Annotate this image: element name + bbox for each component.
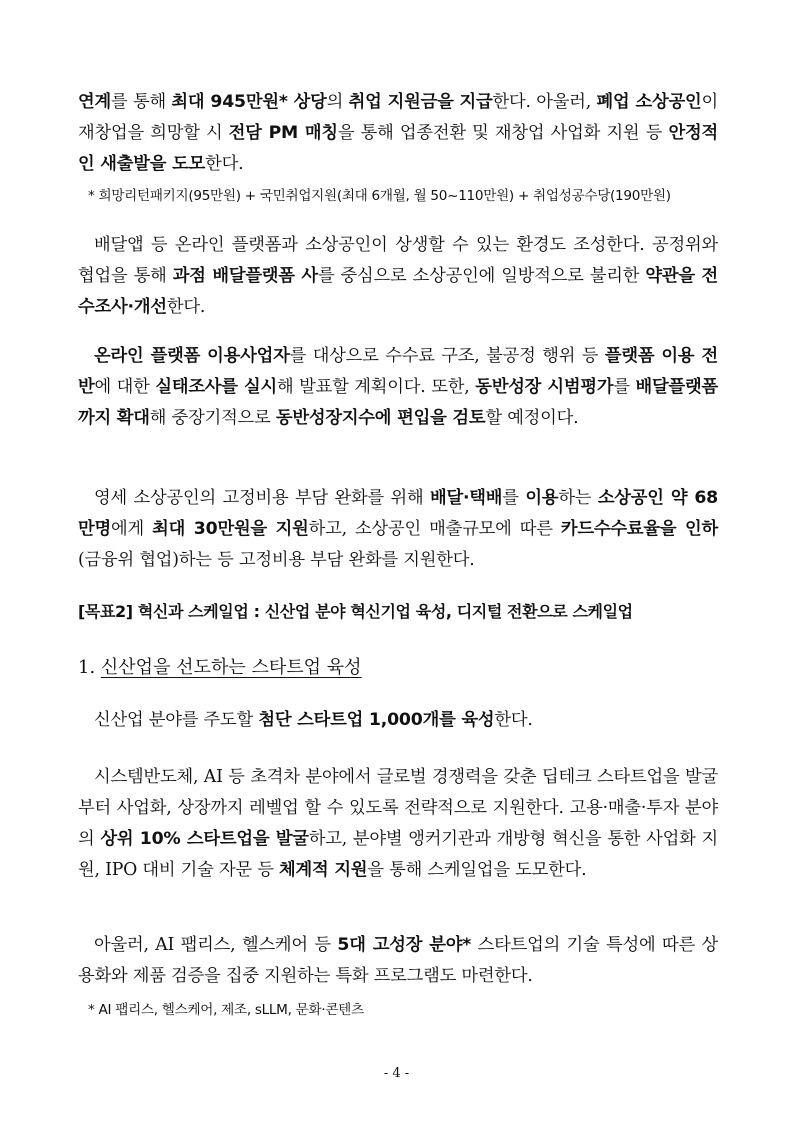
paragraph-platform-terms xyxy=(78,230,718,323)
text: 한다. xyxy=(166,297,206,317)
paragraph-startup-goal xyxy=(78,705,718,736)
text: 한다. xyxy=(205,154,244,174)
page-number: - 4 - xyxy=(383,1066,410,1081)
section-number: 1. xyxy=(78,657,101,678)
text: 의 xyxy=(326,92,349,112)
bold-text: 배달플랫폼까지 확대 xyxy=(78,377,718,428)
bold-text: 배달·택배 xyxy=(429,488,503,508)
bold-text: 약관을 전수조사·개선 xyxy=(78,266,719,317)
bold-text: 카드수수료율을 인하 xyxy=(560,519,719,539)
section-heading xyxy=(78,655,718,681)
text: 한다. xyxy=(494,710,533,730)
bold-text: 플랫폼 이용 전반 xyxy=(78,346,718,397)
paragraph-platform-survey xyxy=(78,341,718,434)
bold-text: 체계적 지원 xyxy=(279,860,368,880)
text: 를 통해 xyxy=(111,92,172,112)
text: 를 xyxy=(613,377,636,397)
bold-text: 동반성장지수에 편입을 검토 xyxy=(275,408,486,428)
bold-text: 안정적인 새출발을 도모 xyxy=(78,123,718,174)
paragraph-employment-support xyxy=(78,87,718,180)
bold-text: 실태조사를 실시 xyxy=(155,377,277,397)
text: 하고, 분야별 앵커기관과 개방형 혁신을 통한 사업화 지원, IPO 대비 기술 자문 등 xyxy=(78,829,718,880)
paragraph-fixed-cost-relief xyxy=(78,483,718,576)
bold-text: 동반성장 시범평가 xyxy=(475,377,614,397)
text: 를 xyxy=(502,488,526,508)
bold-text: 취업 지원금을 지급 xyxy=(348,92,493,112)
footnote-support-amount: * 희망리턴패키지(95만원) + 국민취업지원(최대 6개월, 월 50~110만원) + 취업성공수당(190만원) xyxy=(88,188,671,204)
text: 할 예정이다. xyxy=(485,408,579,428)
bold-text: 최대 945만원* 상당 xyxy=(171,92,327,112)
bold-text: 연계 xyxy=(78,92,111,112)
bold-text: 5대 고성장 분야* xyxy=(337,935,472,955)
goal-heading: [목표2] 혁신과 스케일업 : 신산업 분야 혁신기업 육성, 디지털 전환으로 스케일업 xyxy=(78,602,633,621)
bold-text: 소상공인 약 68만명 xyxy=(78,488,718,539)
bold-text: 최대 30만원을 지원 xyxy=(152,519,309,539)
bold-text: 온라인 플랫폼 이용사업자 xyxy=(94,346,290,366)
footnote-growth-fields: * AI 팹리스, 헬스케어, 제조, sLLM, 문화·콘텐츠 xyxy=(88,1002,364,1018)
text: 이 재창업을 희망할 시 xyxy=(78,92,718,143)
bold-text: 이용 xyxy=(525,488,559,508)
text: 를 중심으로 소상공인에 일방적으로 불리한 xyxy=(317,266,646,286)
text: 한다. 아울러, xyxy=(492,92,597,112)
text: 을 통해 스케일업을 도모한다. xyxy=(367,860,587,880)
text: 아울러, AI 팹리스, 헬스케어 등 xyxy=(94,935,338,955)
section-title: 신산업을 선도하는 스타트업 육성 xyxy=(100,657,362,678)
text: 하는 xyxy=(558,488,598,508)
bold-text: 전담 PM 매칭 xyxy=(228,123,338,143)
text: 해 중장기적으로 xyxy=(149,408,276,428)
paragraph-high-growth-fields xyxy=(78,930,718,992)
bold-text: 폐업 소상공인 xyxy=(596,92,702,112)
bold-text: 과점 배달플랫폼 사 xyxy=(172,266,318,286)
bold-text: 상위 10% 스타트업을 발굴 xyxy=(100,829,309,849)
text: 스타트업의 기술 특성에 따른 상용화와 제품 검증을 집중 지원하는 특화 프로그램도 마련한다. xyxy=(78,935,719,986)
text: 시스템반도체, AI 등 초격차 분야에서 글로벌 경쟁력을 갖춘 딥테크 스타트업을 발굴부터 사업화, 상장까지 레벨업 할 수 있도록 전략적으로 지원한다. 고용·매출·투자 분야의 xyxy=(78,767,718,849)
text: 를 대상으로 수수료 구조, 불공정 행위 등 xyxy=(289,346,605,366)
text: 영세 소상공인의 고정비용 부담 완화를 위해 xyxy=(94,488,430,508)
paragraph-deeptech-support xyxy=(78,762,718,886)
text: 에 대한 xyxy=(94,377,156,397)
text: 신산업 분야를 주도할 xyxy=(94,710,259,730)
text: 배달앱 등 온라인 플랫폼과 소상공인이 상생할 수 있는 환경도 조성한다. 공정위와 협업을 통해 xyxy=(78,235,718,286)
text: 을 통해 업종전환 및 재창업 사업화 지원 등 xyxy=(337,123,669,143)
bold-text: 첨단 스타트업 1,000개를 육성 xyxy=(258,710,495,730)
text: 에게 xyxy=(111,519,153,539)
text: 해 발표할 계획이다. 또한, xyxy=(276,377,476,397)
text: 하고, 소상공인 매출규모에 따른 xyxy=(308,519,561,539)
text: (금융위 협업)하는 등 고정비용 부담 완화를 지원한다. xyxy=(78,550,475,570)
